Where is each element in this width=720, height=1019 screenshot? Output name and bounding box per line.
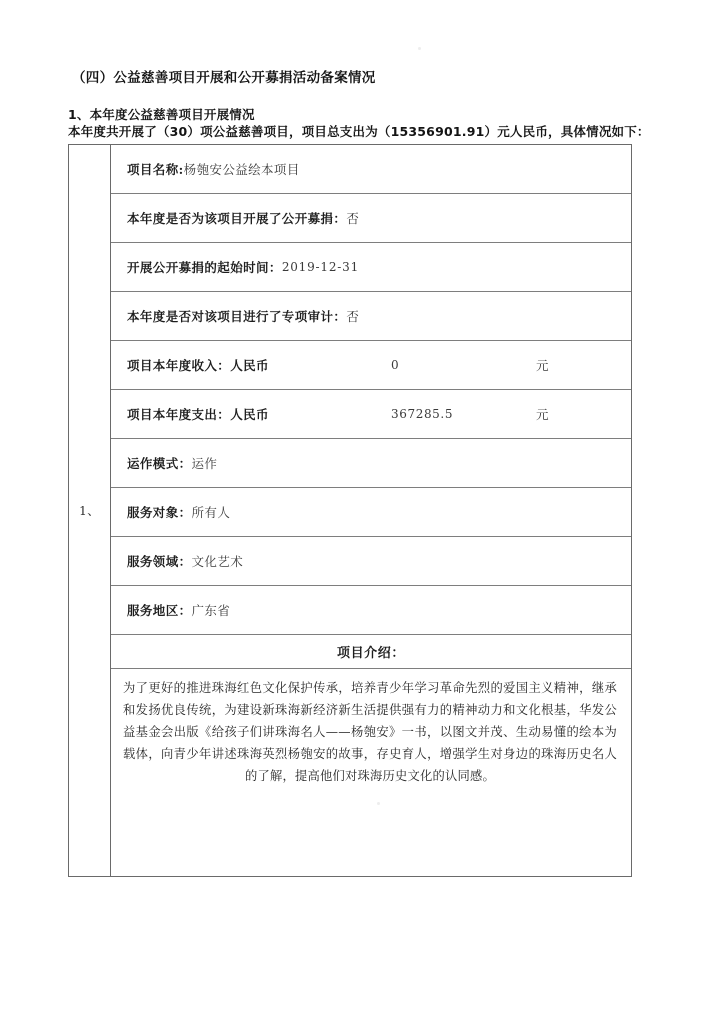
- table-row: [111, 439, 631, 488]
- service-target-value: 所有人: [191, 505, 231, 520]
- annual-expenditure-amount: 367285.5: [391, 407, 454, 421]
- public-fundraising-label: 本年度是否为该项目开展了公开募捐：: [127, 211, 347, 226]
- table-row: [111, 537, 631, 586]
- public-fundraising-value: 否: [346, 211, 360, 226]
- table-row: [111, 341, 631, 390]
- table-index-column: [69, 145, 111, 876]
- project-index-label: 1、: [79, 504, 100, 518]
- project-name-value: 杨匏安公益绘本项目: [183, 162, 300, 177]
- service-field-value: 文化艺术: [191, 554, 244, 569]
- scan-speckle: [418, 47, 421, 50]
- table-row: [111, 292, 631, 341]
- table-row: [111, 194, 631, 243]
- table-row: [111, 488, 631, 537]
- service-area-value: 广东省: [191, 603, 231, 618]
- table-row: [111, 586, 631, 635]
- summary-line: 本年度共开展了（30）项公益慈善项目，项目总支出为（15356901.91）元人民币，具体情况如下：: [68, 124, 650, 139]
- special-audit-label: 本年度是否对该项目进行了专项审计：: [127, 309, 347, 324]
- annual-expenditure-label: 项目本年度支出：人民币: [127, 407, 269, 422]
- table-row: [111, 243, 631, 292]
- project-table: [68, 144, 632, 877]
- annual-income-amount: 0: [391, 358, 400, 372]
- subsection-title: 1、本年度公益慈善项目开展情况: [68, 107, 255, 122]
- annual-expenditure-unit: 元: [536, 407, 549, 422]
- service-target-label: 服务对象：: [127, 505, 192, 520]
- special-audit-value: 否: [346, 309, 360, 324]
- fundraising-start-date-value: 2019-12-31: [281, 260, 359, 274]
- service-area-label: 服务地区：: [127, 603, 192, 618]
- table-rows-column: [111, 145, 631, 876]
- annual-income-unit: 元: [536, 358, 549, 373]
- introduction-text: 为了更好的推进珠海红色文化保护传承，培养青少年学习革命先烈的爱国主义精神，继承和发扬优良传统，为建设新珠海新经济新生活提供强有力的精神动力和文化根基，华发公益基金会出版《给孩子们讲珠海名人——杨匏安》一书，以图文并茂、生动易懂的绘本为载体，向青少年讲述珠海英烈杨匏安的故事，存史育人，增强学生对身边的珠海历史名人的了解，提高他们对珠海历史文化的认同感。: [123, 681, 617, 783]
- introduction-heading: [111, 635, 631, 669]
- introduction-body: [111, 669, 631, 876]
- table-row: [111, 390, 631, 439]
- fundraising-start-date-label: 开展公开募捐的起始时间：: [127, 260, 282, 275]
- page-title: （四）公益慈善项目开展和公开募捐活动备案情况: [72, 70, 376, 86]
- introduction-heading-text: 项目介绍：: [336, 646, 405, 661]
- operation-mode-label: 运作模式：: [127, 456, 192, 471]
- annual-income-label: 项目本年度收入：人民币: [127, 358, 269, 373]
- table-row: [111, 145, 631, 194]
- service-field-label: 服务领域：: [127, 554, 192, 569]
- operation-mode-value: 运作: [191, 456, 218, 471]
- project-name-label: 项目名称:: [127, 162, 184, 177]
